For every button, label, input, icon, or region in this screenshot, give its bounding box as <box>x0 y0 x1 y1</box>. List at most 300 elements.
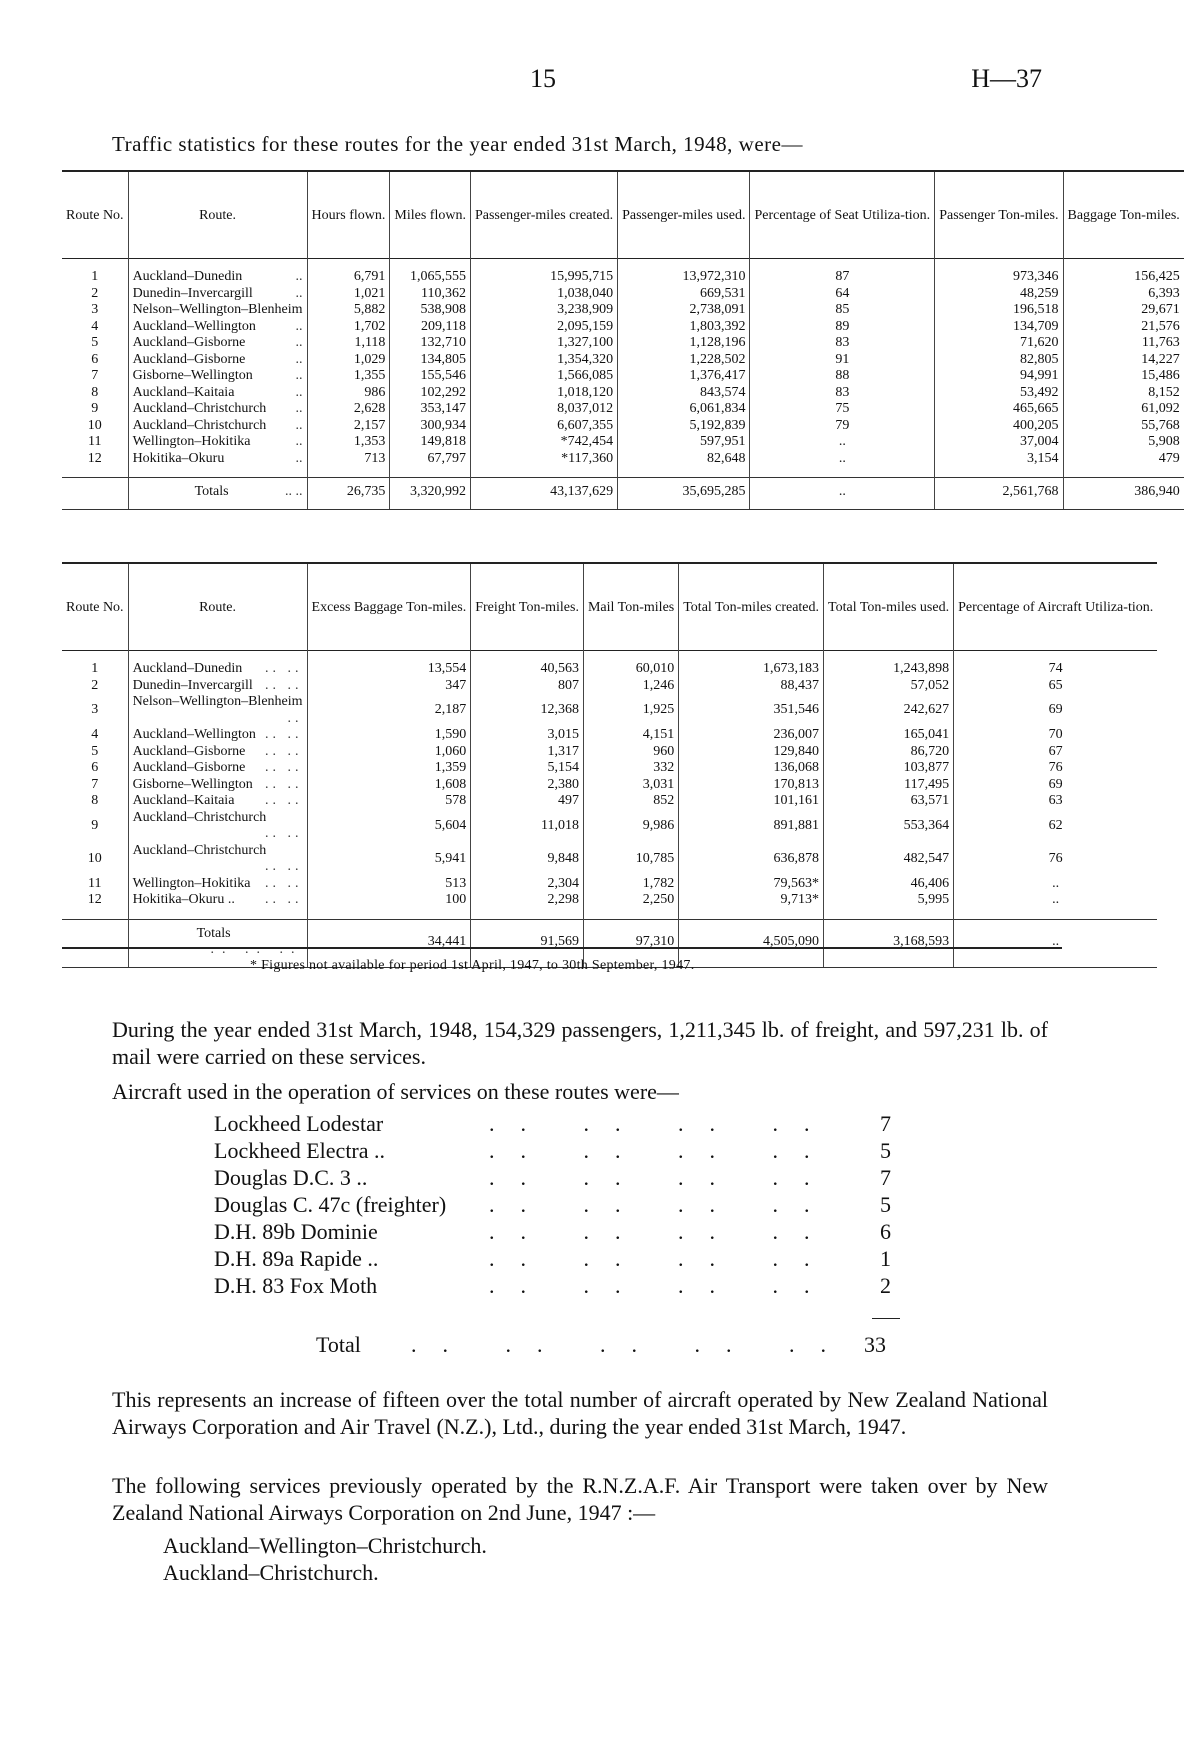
cell-bton: 479 <box>1063 451 1184 468</box>
paragraph-aircraft-intro: Aircraft used in the operation of services on these routes were— <box>112 1079 679 1104</box>
route-no: 12 <box>87 450 102 466</box>
spacer-cell <box>954 909 1158 920</box>
cell-tused: 553,364 <box>824 810 954 843</box>
leader-dots: .. <box>295 384 303 400</box>
route-no: 6 <box>91 351 99 367</box>
aircraft-name: Lockheed Lodestar <box>214 1111 384 1136</box>
cell-hours: 5,882 <box>307 302 390 319</box>
table-row <box>62 744 1157 761</box>
cell-pct: 75 <box>750 401 935 418</box>
aircraft-count: 2 <box>880 1273 891 1298</box>
table-row <box>62 385 1184 402</box>
cell-tused: 165,041 <box>824 727 954 744</box>
aircraft-name: Douglas D.C. 3 .. <box>214 1165 368 1190</box>
leader-dots: .. <box>295 318 303 334</box>
cell-tcreated: 136,068 <box>679 760 824 777</box>
route-no: 3 <box>91 302 99 317</box>
cell-hours: 1,118 <box>307 335 390 352</box>
route-name <box>128 319 307 336</box>
cell-pct: 69 <box>954 777 1158 794</box>
route-no: 5 <box>91 335 99 350</box>
total-hours: 26,735 <box>307 478 390 510</box>
table-row <box>62 892 1157 909</box>
cell-freight: 9,848 <box>471 843 584 876</box>
col-header: Total Ton-miles used. <box>824 563 954 651</box>
cell-pct: 83 <box>750 335 935 352</box>
aircraft-count: 7 <box>880 1165 891 1190</box>
cell-pct: 64 <box>750 286 935 303</box>
table-caption: Traffic statistics for these routes for the year ended 31st March, 1948, were— <box>112 132 803 156</box>
document-code: H—37 <box>971 64 1042 93</box>
cell-tused: 57,052 <box>824 678 954 695</box>
cell-excess: 1,608 <box>307 777 471 794</box>
cell-pmu: 597,951 <box>618 434 750 451</box>
cell-mail: 2,250 <box>583 892 678 909</box>
col-header: Route No. <box>66 599 124 615</box>
aircraft-count: 5 <box>880 1192 891 1217</box>
leader-dots: .. <box>295 285 303 301</box>
cell-pton: 37,004 <box>935 434 1063 451</box>
cell-miles: 102,292 <box>390 385 471 402</box>
cell-mail: 4,151 <box>583 727 678 744</box>
spacer-cell <box>679 909 824 920</box>
service-item: Auckland–Christchurch. <box>163 1560 379 1585</box>
cell-pct: 62 <box>954 810 1158 843</box>
cell-pmc: 1,038,040 <box>470 286 617 303</box>
cell-hours: 2,628 <box>307 401 390 418</box>
cell-pct: 65 <box>954 678 1158 695</box>
route-no: 3 <box>91 702 99 718</box>
cell-tcreated: 636,878 <box>679 843 824 876</box>
cell-freight: 40,563 <box>471 651 584 678</box>
route-no: 7 <box>91 368 99 383</box>
total-mail: 97,310 <box>583 919 678 967</box>
spacer-cell <box>128 909 307 920</box>
route-label: Auckland–Dunedin <box>132 269 243 284</box>
cell-pct: 89 <box>750 319 935 336</box>
aircraft-row <box>214 1110 914 1137</box>
table-row <box>62 793 1157 810</box>
cell-pton: 94,991 <box>935 368 1063 385</box>
leader-dots: .. .. .. .. .. <box>411 1332 852 1357</box>
spacer-cell <box>470 467 617 478</box>
cell-hours: 1,021 <box>307 286 390 303</box>
paragraph-passengers: During the year ended 31st March, 1948, 154,329 passengers, 1,211,345 lb. of freight, and 597,231 lb. of mail were carried on these services. <box>112 1017 1048 1069</box>
table-row <box>62 319 1184 336</box>
leader-dots: .. .. <box>285 484 303 499</box>
route-label: Auckland–Gisborne <box>132 743 246 759</box>
spacer-cell <box>583 909 678 920</box>
leader-dots: .. <box>295 335 303 350</box>
aircraft-name: Lockheed Electra .. <box>214 1138 386 1163</box>
route-label: Auckland–Dunedin <box>132 661 243 676</box>
route-name <box>128 286 307 303</box>
cell-hours: 1,029 <box>307 352 390 369</box>
total-tcreated: 4,505,090 <box>679 919 824 967</box>
spacer-cell <box>390 467 471 478</box>
route-label: Auckland–Wellington <box>132 727 256 742</box>
cell-freight: 5,154 <box>471 760 584 777</box>
route-name <box>128 760 307 777</box>
cell-tused: 86,720 <box>824 744 954 761</box>
total-pmc: 43,137,629 <box>470 478 617 510</box>
cell-pct: 85 <box>750 302 935 319</box>
cell-tcreated: 891,881 <box>679 810 824 843</box>
cell-pton: 48,259 <box>935 286 1063 303</box>
cell-tused: 117,495 <box>824 777 954 794</box>
cell-miles: 300,934 <box>390 418 471 435</box>
cell-excess: 5,604 <box>307 810 471 843</box>
cell-bton: 61,092 <box>1063 401 1184 418</box>
route-name <box>128 451 307 468</box>
cell-pct: 74 <box>954 651 1158 678</box>
cell-tused: 5,995 <box>824 892 954 909</box>
aircraft-list <box>214 1110 914 1299</box>
cell-freight: 2,380 <box>471 777 584 794</box>
cell-pmu: 843,574 <box>618 385 750 402</box>
cell-hours: 2,157 <box>307 418 390 435</box>
cell-pmu: 6,061,834 <box>618 401 750 418</box>
cell-mail: 3,031 <box>583 777 678 794</box>
col-header: Hours flown. <box>307 171 390 259</box>
cell-bton: 5,908 <box>1063 434 1184 451</box>
route-name <box>128 810 307 843</box>
cell-tused: 482,547 <box>824 843 954 876</box>
cell-mail: 60,010 <box>583 651 678 678</box>
aircraft-row <box>214 1164 914 1191</box>
cell-tcreated: 351,546 <box>679 694 824 727</box>
cell-mail: 960 <box>583 744 678 761</box>
table-body <box>62 259 1184 510</box>
cell-excess: 1,359 <box>307 760 471 777</box>
spacer-cell <box>128 467 307 478</box>
cell-tcreated: 9,713* <box>679 892 824 909</box>
leader-dots: .. .. .. .. <box>489 1165 836 1190</box>
cell-tcreated: 79,563* <box>679 876 824 893</box>
cell-tcreated: 1,673,183 <box>679 651 824 678</box>
cell-excess: 100 <box>307 892 471 909</box>
cell-excess: 5,941 <box>307 843 471 876</box>
table-row <box>62 810 1157 843</box>
aircraft-row <box>214 1218 914 1245</box>
leader-dots: .. <box>295 401 303 416</box>
cell-pct: 91 <box>750 352 935 369</box>
col-header: Mail Ton-miles <box>583 563 678 651</box>
footnote: * Figures not available for period 1st April, 1947, to 30th September, 1947. <box>250 958 695 973</box>
leader-dots: .. .. .. .. <box>489 1219 836 1244</box>
cell-pton: 196,518 <box>935 302 1063 319</box>
leader-dots: .. <box>295 269 303 284</box>
route-name <box>128 352 307 369</box>
table-bottom-rule <box>62 947 1062 949</box>
cell-pmc: 1,327,100 <box>470 335 617 352</box>
total-tused: 3,168,593 <box>824 919 954 967</box>
route-no: 12 <box>87 892 102 907</box>
aircraft-count: 6 <box>880 1219 891 1244</box>
cell-hours: 986 <box>307 385 390 402</box>
route-no: 10 <box>87 850 102 866</box>
col-header: Freight Ton-miles. <box>471 563 584 651</box>
col-header: Miles flown. <box>390 171 471 259</box>
cell-miles: 353,147 <box>390 401 471 418</box>
cell-pct: 76 <box>954 760 1158 777</box>
cell-bton: 55,768 <box>1063 418 1184 435</box>
cell-pton: 3,154 <box>935 451 1063 468</box>
cell-freight: 3,015 <box>471 727 584 744</box>
aircraft-row <box>214 1245 914 1272</box>
spacer-cell <box>62 909 128 920</box>
cell-miles: 538,908 <box>390 302 471 319</box>
cell-tused: 103,877 <box>824 760 954 777</box>
leader-dots: .. <box>295 351 303 367</box>
cell-tcreated: 88,437 <box>679 678 824 695</box>
route-label: Auckland–Gisborne <box>132 351 246 367</box>
route-name <box>128 744 307 761</box>
cell-tcreated: 101,161 <box>679 793 824 810</box>
total-pct: .. <box>954 919 1158 967</box>
cell-pmc: 1,566,085 <box>470 368 617 385</box>
cell-mail: 1,925 <box>583 694 678 727</box>
paragraph-increase: This represents an increase of fifteen over the total number of aircraft operated by New Zealand National Airways Corporation and Air Travel (N.Z.), Ltd., during the year ended 31st March, 1947. <box>112 1387 1048 1439</box>
cell-excess: 513 <box>307 876 471 893</box>
cell-pmu: 82,648 <box>618 451 750 468</box>
totals-label: Totals <box>194 484 229 499</box>
table-row <box>62 401 1184 418</box>
route-name <box>128 418 307 435</box>
route-name <box>128 368 307 385</box>
route-no: 1 <box>91 269 99 284</box>
leader-dots: .. .. <box>265 743 303 759</box>
route-no: 10 <box>87 417 102 433</box>
aircraft-name: Douglas C. 47c (freighter) <box>214 1192 447 1217</box>
route-label: Dunedin–Invercargill <box>132 285 253 301</box>
cell-miles: 134,805 <box>390 352 471 369</box>
route-name <box>128 694 307 727</box>
cell-pton: 82,805 <box>935 352 1063 369</box>
table-row <box>62 651 1157 678</box>
cell-miles: 110,362 <box>390 286 471 303</box>
route-label: Auckland–Christchurch <box>132 417 267 433</box>
cell-excess: 578 <box>307 793 471 810</box>
route-name <box>128 335 307 352</box>
spacer-cell <box>750 467 935 478</box>
route-no: 6 <box>91 760 99 775</box>
table-row <box>62 678 1157 695</box>
cell-freight: 2,304 <box>471 876 584 893</box>
leader-dots: .. .. <box>265 760 303 775</box>
page-number: 15 <box>530 64 556 93</box>
route-no: 8 <box>91 384 99 400</box>
spacer-cell <box>307 909 471 920</box>
spacer-cell <box>307 467 390 478</box>
aircraft-total-count: 33 <box>864 1332 886 1357</box>
cell-pmu: 1,803,392 <box>618 319 750 336</box>
route-label: Auckland–Christchurch <box>132 809 267 825</box>
total-miles: 3,320,992 <box>390 478 471 510</box>
route-label: Gisborne–Wellington <box>132 368 253 383</box>
cell-pton: 973,346 <box>935 259 1063 286</box>
totals-blank <box>62 478 128 510</box>
aircraft-row <box>214 1191 914 1218</box>
cell-tused: 242,627 <box>824 694 954 727</box>
leader-dots: .. .. <box>265 661 303 676</box>
route-label: Wellington–Hokitika <box>132 434 251 449</box>
route-no: 9 <box>91 817 99 833</box>
col-header: Passenger-miles created. <box>470 171 617 259</box>
aircraft-count: 7 <box>880 1111 891 1136</box>
col-header: Route. <box>128 563 307 651</box>
table-row <box>62 302 1184 319</box>
leader-dots: .. .. .. .. <box>489 1273 836 1298</box>
col-header: Total Ton-miles created. <box>679 563 824 651</box>
cell-miles: 1,065,555 <box>390 259 471 286</box>
cell-freight: 807 <box>471 678 584 695</box>
cell-pton: 53,492 <box>935 385 1063 402</box>
cell-pton: 465,665 <box>935 401 1063 418</box>
cell-bton: 15,486 <box>1063 368 1184 385</box>
cell-pmc: 1,354,320 <box>470 352 617 369</box>
col-header: Route. <box>128 171 307 259</box>
route-name <box>128 385 307 402</box>
route-no: 1 <box>91 661 99 676</box>
cell-pct: .. <box>954 876 1158 893</box>
totals-blank <box>62 919 128 967</box>
route-label: Auckland–Kaitaia <box>132 793 235 808</box>
route-no: 9 <box>91 401 99 416</box>
route-no: 2 <box>91 677 99 693</box>
service-item: Auckland–Wellington–Christchurch. <box>163 1533 487 1558</box>
table-row <box>62 727 1157 744</box>
traffic-table-2 <box>62 562 1157 968</box>
col-header: Percentage of Aircraft Utiliza-tion. <box>954 563 1158 651</box>
cell-pmu: 13,972,310 <box>618 259 750 286</box>
cell-freight: 11,018 <box>471 810 584 843</box>
cell-pton: 400,205 <box>935 418 1063 435</box>
table-row <box>62 418 1184 435</box>
cell-freight: 1,317 <box>471 744 584 761</box>
sum-rule <box>872 1318 900 1319</box>
cell-bton: 8,152 <box>1063 385 1184 402</box>
col-header: Passenger Ton-miles. <box>935 171 1063 259</box>
aircraft-row <box>214 1137 914 1164</box>
cell-pct: .. <box>750 451 935 468</box>
cell-pmc: 1,018,120 <box>470 385 617 402</box>
spacer-cell <box>471 909 584 920</box>
table-row <box>62 352 1184 369</box>
totals-label-cell <box>128 478 307 510</box>
aircraft-name: D.H. 83 Fox Moth <box>214 1273 378 1298</box>
spacer-cell <box>824 909 954 920</box>
cell-pton: 71,620 <box>935 335 1063 352</box>
leader-dots: .. .. <box>265 677 303 693</box>
route-no: 8 <box>91 793 99 808</box>
route-no: 11 <box>88 875 102 891</box>
leader-dots: .. .. <box>265 875 303 891</box>
col-header: Percentage of Seat Utiliza-tion. <box>750 171 935 259</box>
cell-mail: 1,782 <box>583 876 678 893</box>
cell-excess: 13,554 <box>307 651 471 678</box>
route-label: Nelson–Wellington–Blenheim <box>132 694 303 709</box>
leader-dots: .. <box>295 417 303 433</box>
route-name <box>128 651 307 678</box>
total-freight: 91,569 <box>471 919 584 967</box>
leader-dots: .. .. <box>265 892 303 907</box>
cell-excess: 1,590 <box>307 727 471 744</box>
spacer-cell <box>618 467 750 478</box>
leader-dots: .. .. .. .. <box>489 1138 836 1163</box>
cell-hours: 1,355 <box>307 368 390 385</box>
cell-bton: 21,576 <box>1063 319 1184 336</box>
table-row <box>62 368 1184 385</box>
cell-pmc: *117,360 <box>470 451 617 468</box>
table-row <box>62 876 1157 893</box>
route-label: Auckland–Christchurch <box>132 401 267 416</box>
aircraft-row <box>214 1272 914 1299</box>
route-name <box>128 876 307 893</box>
cell-pct: 76 <box>954 843 1158 876</box>
cell-hours: 6,791 <box>307 259 390 286</box>
cell-pmc: 2,095,159 <box>470 319 617 336</box>
table-body <box>62 651 1157 968</box>
cell-pct: 88 <box>750 368 935 385</box>
route-label: Auckland–Wellington <box>132 318 256 334</box>
cell-tused: 46,406 <box>824 876 954 893</box>
route-name <box>128 727 307 744</box>
aircraft-name: D.H. 89a Rapide .. <box>214 1246 379 1271</box>
cell-pct: .. <box>750 434 935 451</box>
cell-miles: 67,797 <box>390 451 471 468</box>
route-no: 2 <box>91 285 99 301</box>
route-label: Wellington–Hokitika <box>132 875 251 891</box>
table-row <box>62 286 1184 303</box>
route-name <box>128 401 307 418</box>
route-label: Auckland–Gisborne <box>132 760 246 775</box>
cell-bton: 11,763 <box>1063 335 1184 352</box>
aircraft-count: 5 <box>880 1138 891 1163</box>
route-label: Hokitika–Okuru <box>132 450 225 466</box>
cell-tused: 63,571 <box>824 793 954 810</box>
route-no: 5 <box>91 743 99 759</box>
route-name <box>128 843 307 876</box>
cell-freight: 2,298 <box>471 892 584 909</box>
cell-tused: 1,243,898 <box>824 651 954 678</box>
col-header: Baggage Ton-miles. <box>1063 171 1184 259</box>
cell-pmc: *742,454 <box>470 434 617 451</box>
cell-tcreated: 129,840 <box>679 744 824 761</box>
cell-pmc: 3,238,909 <box>470 302 617 319</box>
route-name <box>128 892 307 909</box>
table-row <box>62 451 1184 468</box>
route-name <box>128 434 307 451</box>
route-label: Auckland–Christchurch <box>132 842 267 858</box>
cell-pmc: 6,607,355 <box>470 418 617 435</box>
aircraft-total-label: Total <box>316 1332 361 1357</box>
total-excess: 34,441 <box>307 919 471 967</box>
cell-freight: 12,368 <box>471 694 584 727</box>
aircraft-count: 1 <box>880 1246 891 1271</box>
leader-dots: .. .. .. .. <box>489 1111 836 1136</box>
col-header: Passenger-miles used. <box>618 171 750 259</box>
traffic-table-1 <box>62 170 1184 510</box>
cell-hours: 1,353 <box>307 434 390 451</box>
table-row <box>62 777 1157 794</box>
cell-excess: 1,060 <box>307 744 471 761</box>
cell-hours: 1,702 <box>307 319 390 336</box>
route-label: Gisborne–Wellington <box>132 776 253 792</box>
cell-mail: 9,986 <box>583 810 678 843</box>
cell-pmc: 15,995,715 <box>470 259 617 286</box>
cell-pmu: 2,738,091 <box>618 302 750 319</box>
